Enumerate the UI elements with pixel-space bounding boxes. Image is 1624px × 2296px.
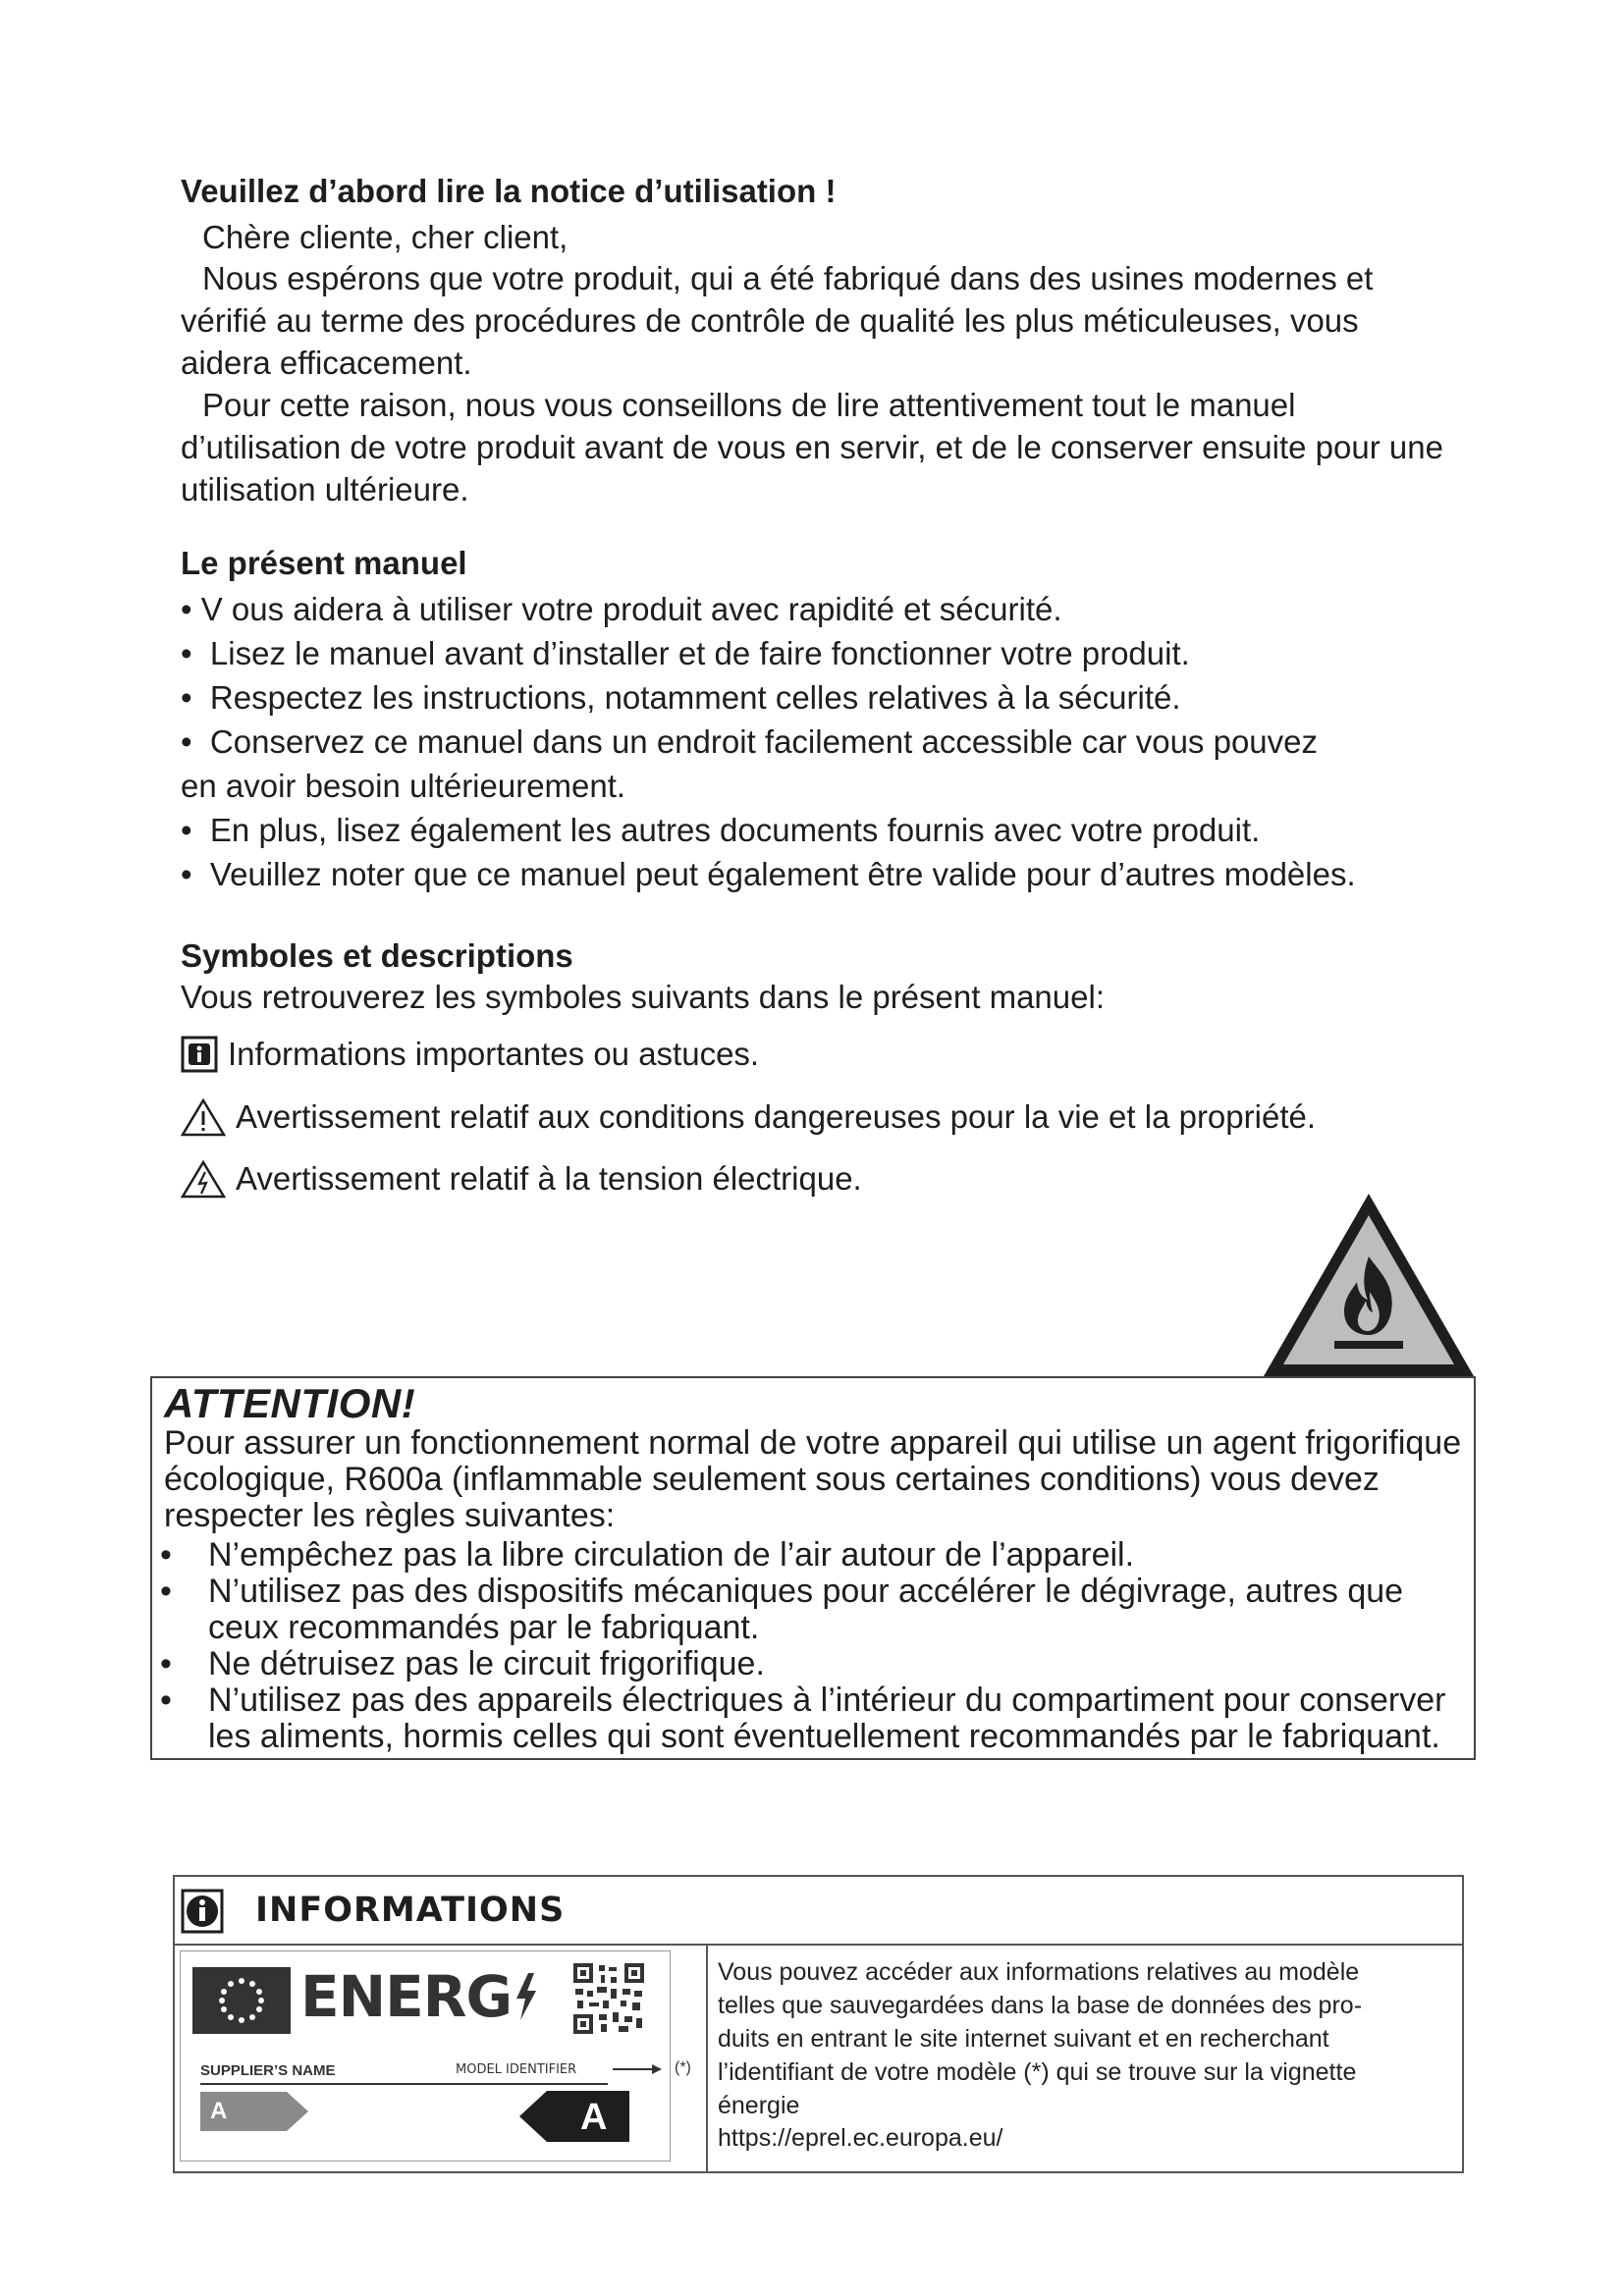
attention-item-text: N’utilisez pas des appareils électriques à l’intérieur du compartiment pour conserver [208,1682,1446,1719]
bullet: • [181,591,192,627]
eprel-link[interactable]: https://eprel.ec.europa.eu/ [718,2124,1003,2152]
manual-item-text: V ous aidera à utiliser votre produit avec rapidité et sécurité. [200,591,1062,627]
manual-item-4 [181,720,1318,764]
symbol-row-electric [181,1159,862,1199]
intro-paragraph-2: Pour cette raison, nous vous conseillons de lire attentivement tout le manuel d’utilisation de votre produit avant de vous en servir, et de le conserver ensuite pour une utilisation ultérieure. [181,387,1443,507]
energy-brand-text: ENERG [300,1963,513,2030]
symbol-text: Avertissement relatif à la tension électrique. [236,1160,862,1197]
attention-item-text: N’utilisez pas des dispositifs mécaniques pour accélérer le dégivrage, autres que [208,1573,1404,1610]
bullet: • [160,1536,172,1574]
model-identifier-label: MODEL IDENTIFIER [456,2062,577,2077]
manual-item-text: En plus, lisez également les autres documents fournis avec votre produit. [209,812,1261,848]
informations-header [175,1877,1462,1946]
attention-item-text: ceux recommandés par le fabriquant. [208,1609,760,1646]
energy-class-left [200,2092,308,2131]
informations-divider [706,1946,708,2173]
eu-flag-icon [192,1967,291,2034]
attention-box [150,1376,1476,1760]
intro-greeting: Chère cliente, cher client, [202,219,568,255]
attention-title: ATTENTION! [164,1380,416,1426]
attention-item-text: Ne détruisez pas le circuit frigorifique. [208,1645,765,1682]
energy-class-right-text: A [580,2097,608,2138]
manual-item-2 [181,631,1190,675]
bullet: • [181,679,192,716]
manual-title: Le présent manuel [181,545,467,581]
symbols-intro: Vous retrouverez les symboles suivants dans le présent manuel: [181,979,1105,1015]
bullet: • [181,723,192,760]
flammable-warning-icon [1260,1190,1478,1380]
warning-icon [181,1097,226,1137]
bullet: • [181,812,192,848]
manual-item-3 [181,675,1181,720]
manual-item-text: Lisez le manuel avant d’installer et de faire fonctionner votre produit. [209,635,1190,671]
informations-title: INFORMATIONS [255,1891,566,1930]
bullet: • [160,1682,172,1719]
symbol-row-warning [181,1097,1316,1137]
energy-class-left-text: A [210,2098,228,2124]
manual-item-text: Conservez ce manuel dans un endroit facilement accessible car vous pouvez [209,723,1319,760]
symbol-text: Informations importantes ou astuces. [228,1036,760,1072]
energy-label [180,1950,671,2162]
electric-warning-icon [181,1159,226,1199]
manual-item-1 [181,587,1062,631]
supplier-name-label: SUPPLIER’S NAME [200,2062,336,2079]
bullet: • [181,856,192,892]
symbol-text: Avertissement relatif aux conditions dangereuses pour la vie et la propriété. [236,1098,1317,1135]
attention-intro: Pour assurer un fonctionnement normal de votre appareil qui utilise un agent frigorifique écologique, R600a (inflammable seulement sous certaines conditions) vous devez respecter les règles suivantes: [164,1424,1462,1534]
attention-item-text: N’empêchez pas la libre circulation de l’air autour de l’appareil. [208,1536,1135,1574]
informations-text: Vous pouvez accéder aux informations relatives au modèle telles que sauvegardées dans la base de données des pro-duits en entrant le site internet suivant et en recherchant l’identifiant de votre modèle (*) qui se trouve sur la vignette énergie [718,1958,1363,2119]
info-icon [181,1036,218,1073]
qr-code-icon [573,1963,644,2034]
intro-paragraph-1: Nous espérons que votre produit, qui a été fabriqué dans des usines modernes et vérifié au terme des procédures de contrôle de qualité les plus méticuleuses, vous aidera efficacement. [181,260,1374,381]
intro-title: Veuillez d’abord lire la notice d’utilisation ! [181,173,837,209]
symbols-title: Symboles et descriptions [181,937,573,974]
manual-item-6 [181,852,1356,896]
bullet: • [160,1573,172,1610]
underline [200,2083,608,2085]
symbol-row-info [181,1036,759,1073]
energy-class-right [519,2091,629,2142]
informations-box [173,1875,1464,2173]
attention-item-text: les aliments, hormis celles qui sont éventuellement recommandés par le fabriquant. [208,1718,1440,1755]
arrow-icon [613,2063,662,2075]
manual-item-5 [181,808,1260,852]
model-asterisk: (*) [675,2059,691,2076]
manual-item-text: Respectez les instructions, notamment celles relatives à la sécurité. [209,679,1181,716]
manual-item-text: Veuillez noter que ce manuel peut également être valide pour d’autres modèles. [209,856,1356,892]
class-arrow-right-icon [519,2091,629,2142]
bullet: • [160,1645,172,1682]
info-icon [181,1889,224,1934]
manual-item-4-continued: en avoir besoin ultérieurement. [181,768,626,804]
lightning-icon [514,1973,538,2020]
bullet: • [181,635,192,671]
